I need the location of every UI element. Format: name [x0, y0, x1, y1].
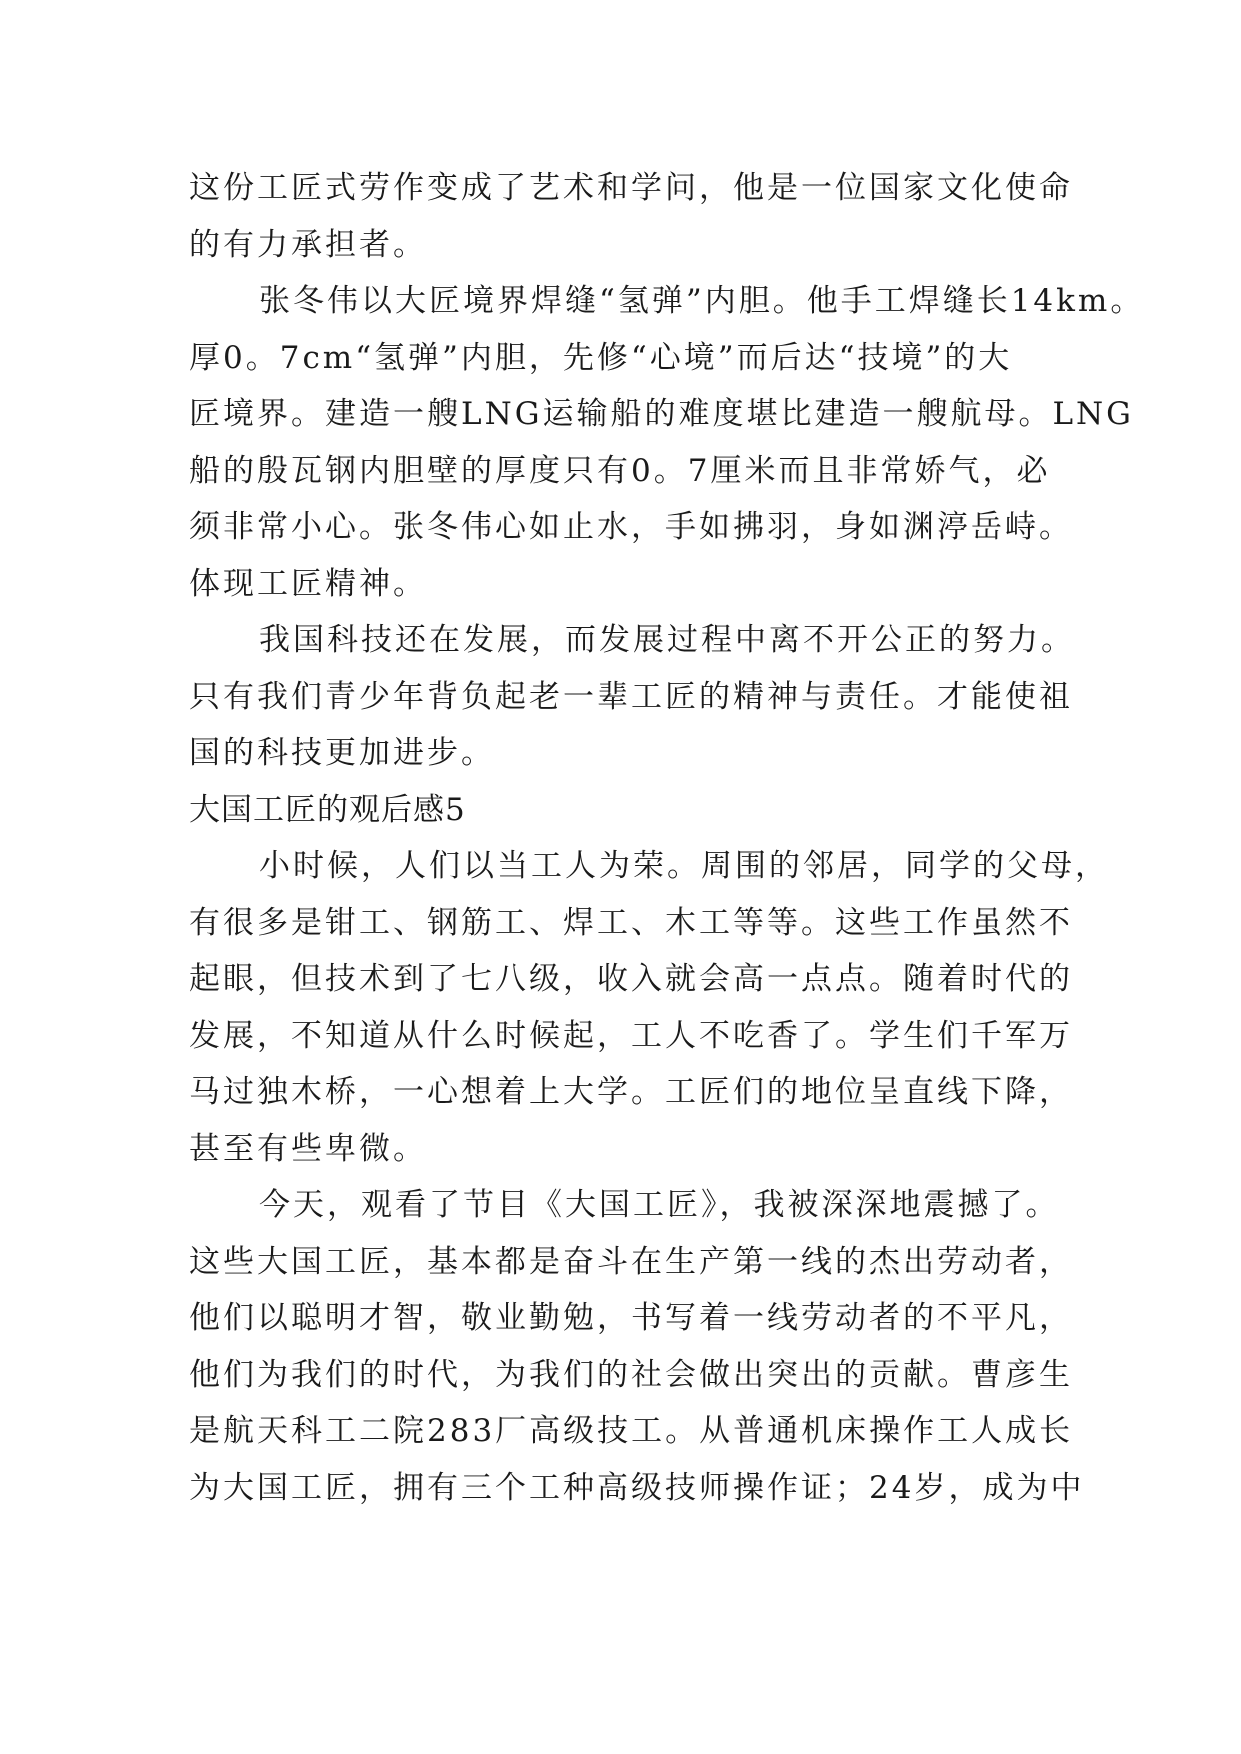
text-line: 他们为我们的时代，为我们的社会做出突出的贡献。曹彦生 — [189, 1356, 1073, 1393]
text-line: 匠境界。建造一艘LNG运输船的难度堪比建造一艘航母。LNG — [189, 396, 1134, 432]
text-line: 发展，不知道从什么时候起，工人不吃香了。学生们千军万 — [189, 1017, 1073, 1054]
paragraph-start-line: 小时候，人们以当工人为荣。周围的邻居，同学的父母， — [259, 848, 1109, 884]
text-line: 是航天科工二院283厂高级技工。从普通机床操作工人成长 — [189, 1413, 1074, 1449]
text-line: 厚0。7cm“氢弹”内胆，先修“心境”而后达“技境”的大 — [189, 339, 1013, 376]
text-line: 只有我们青少年背负起老一辈工匠的精神与责任。才能使祖 — [189, 678, 1073, 715]
text-line: 他们以聪明才智，敬业勤勉，书写着一线劳动者的不平凡， — [189, 1300, 1073, 1336]
text-line: 起眼，但技术到了七八级，收入就会高一点点。随着时代的 — [189, 961, 1073, 997]
text-line: 为大国工匠，拥有三个工种高级技师操作证；24岁，成为中 — [189, 1469, 1085, 1506]
text-line: 这份工匠式劳作变成了艺术和学问，他是一位国家文化使命 — [189, 170, 1073, 206]
text-line: 有很多是钳工、钢筋工、焊工、木工等等。这些工作虽然不 — [189, 904, 1073, 941]
text-line: 体现工匠精神。 — [189, 565, 427, 602]
text-line: 须非常小心。张冬伟心如止水，手如拂羽，身如渊渟岳峙。 — [189, 509, 1073, 545]
text-line: 甚至有些卑微。 — [189, 1130, 427, 1167]
paragraph-start-line: 张冬伟以大匠境界焊缝“氢弹”内胆。他手工焊缝长14km。 — [259, 283, 1145, 319]
section-heading: 大国工匠的观后感5 — [189, 791, 466, 828]
paragraph-start-line: 我国科技还在发展，而发展过程中离不开公正的努力。 — [259, 622, 1075, 658]
text-line: 这些大国工匠，基本都是奋斗在生产第一线的杰出劳动者， — [189, 1243, 1073, 1280]
paragraph-start-line: 今天，观看了节目《大国工匠》，我被深深地震撼了。 — [259, 1187, 1060, 1223]
text-line: 国的科技更加进步。 — [189, 735, 495, 771]
text-line: 马过独木桥，一心想着上大学。工匠们的地位呈直线下降， — [189, 1074, 1073, 1110]
text-line: 船的殷瓦钢内胆壁的厚度只有0。7厘米而且非常娇气，必 — [189, 452, 1051, 489]
text-line: 的有力承担者。 — [189, 226, 427, 263]
body-text — [189, 160, 1145, 1516]
